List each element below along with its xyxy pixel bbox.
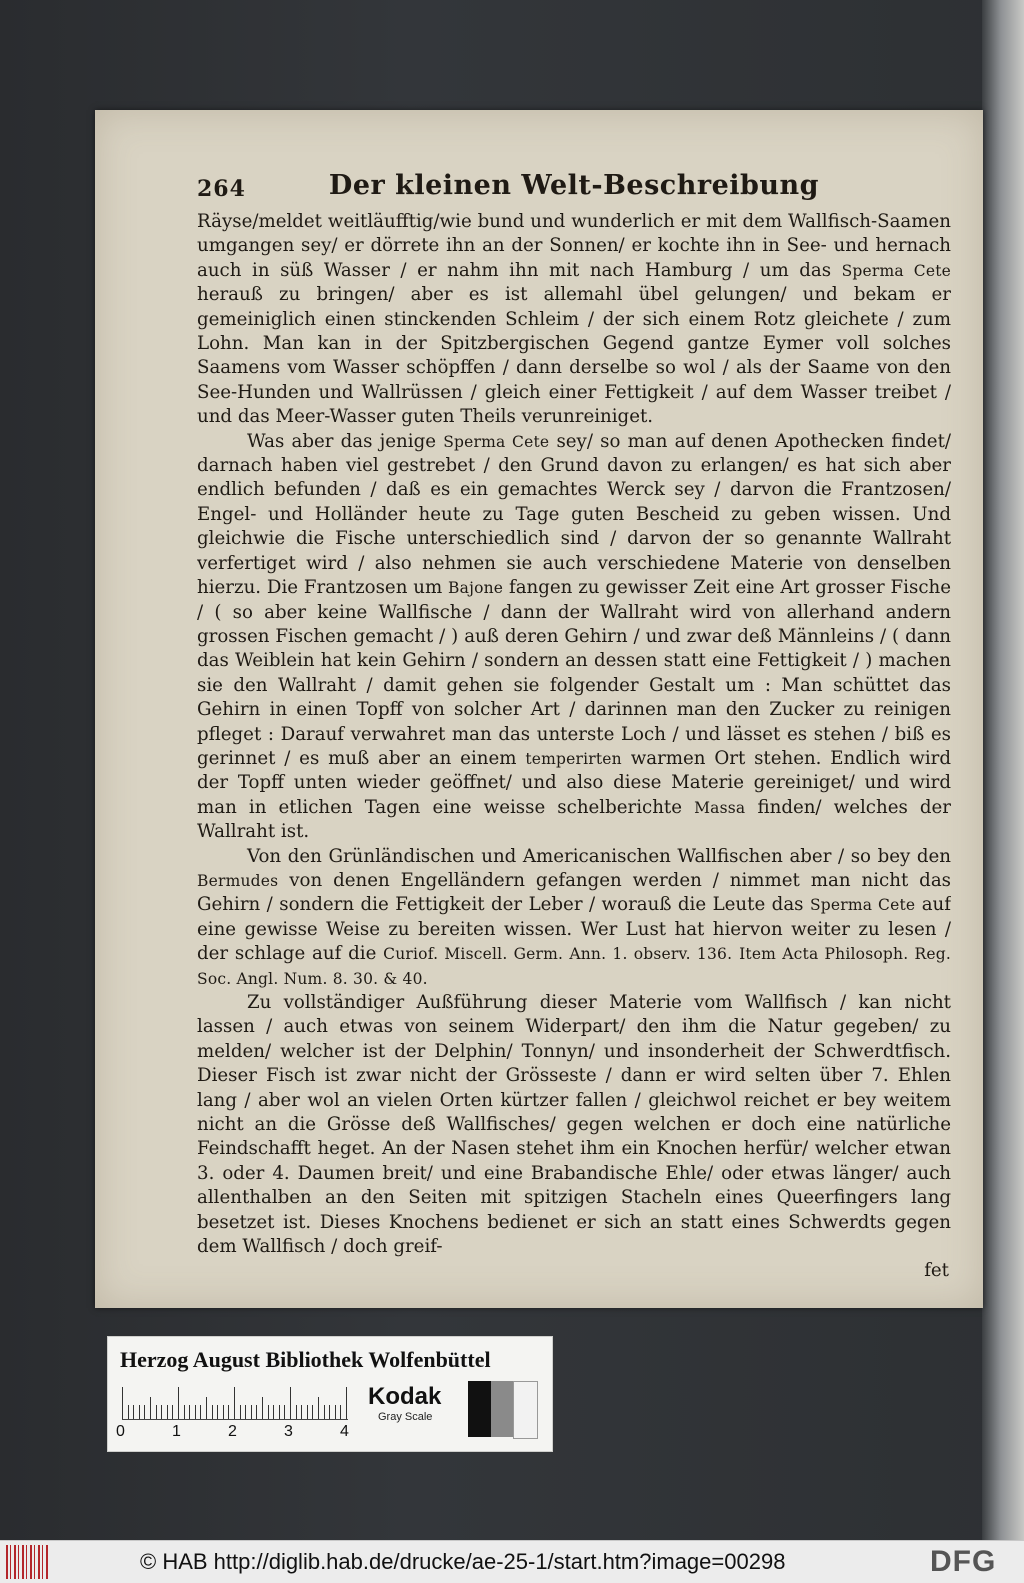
ruler-tick [206, 1397, 207, 1419]
latin-term: Item Acta Philosoph. Reg. Soc. Angl. Num. 8. 30. & 40. [197, 945, 951, 988]
text-segment: Was aber das jenige [247, 430, 444, 452]
ruler-tick [150, 1397, 151, 1419]
running-title: Der kleinen Welt-Beschreibung [328, 170, 820, 201]
paragraph [197, 430, 951, 845]
catchword: fet [924, 1260, 949, 1282]
latin-term: Massa [694, 798, 746, 817]
swatch-white [513, 1381, 538, 1439]
ruler-tick [212, 1405, 213, 1419]
latin-term: Sperma Cete [443, 432, 550, 451]
text-segment: Von den Grünländischen und Americanischen Wallfischen aber / so bey den [247, 845, 951, 867]
footer-bar [0, 1540, 1024, 1583]
ruler-tick [195, 1405, 196, 1419]
ruler-tick [240, 1405, 241, 1419]
ruler-tick [133, 1405, 134, 1419]
ruler-tick [172, 1405, 173, 1419]
ruler-tick [200, 1405, 201, 1419]
paragraph [197, 845, 951, 991]
text-segment: warmen Ort stehen. Endlich wird der Topff unten wieder geöffnet/ und also diese Materie gereiniget/ und wird man in etlichen Tagen eine weisse schelberichte [197, 747, 951, 818]
ruler-tick [273, 1405, 274, 1419]
barcode-icon [6, 1545, 48, 1579]
text-segment: fangen zu gewisser Zeit eine Art grosser Fische / ( so aber keine Wallfische / dann der Wallraht wird von allerhand andern grossen Fischen gemacht / ) auß deren Gehirn / und zwar deß Männleins / ( dann das Weiblein hat kein Gehirn / sondern an dessen statt eine Fettigkeit / ) machen sie den Wallraht / damit gehen sie folgender Gestalt um : Man schüttet das Gehirn in einen Topff von solcher Art / darinnen man den Zucker zu reinigen pfleget : Darauf verwahret man das unterste Loch / und lässet es stehen / biß es gerinnet / es muß aber an einem [197, 577, 951, 769]
ruler-tick [268, 1405, 269, 1419]
copyright-url[interactable]: © HAB http://diglib.hab.de/drucke/ae-25-1/start.htm?image=00298 [140, 1549, 786, 1574]
ruler-label: 1 [172, 1423, 181, 1440]
paragraph [197, 210, 951, 430]
ruler-tick [167, 1405, 168, 1419]
latin-term: Bermudes [197, 871, 279, 890]
ruler-tick [290, 1387, 291, 1419]
page-number: 264 [197, 176, 246, 202]
text-segment: herauß zu bringen/ aber es ist allemahl übel gelungen/ und bekam er gemeiniglich einen stinckenden Schleim / der sich einem Rotz gleichete / zum Lohn. Man kan in der Spitzbergischen Gegend gantze Eymer voll solches Saamens vom Wasser schöpffen / dann derselbe so wol / als der Saame von den See-Hunden und Wallrüssen / gleich einer Fettigkeit / auf dem Wasser treibet / und das Meer-Wasser guten Theils verunreiniget. [197, 284, 951, 428]
ruler-tick [223, 1405, 224, 1419]
page-body [197, 210, 951, 1259]
ruler-tick [189, 1405, 190, 1419]
latin-term: Sperma Cete [809, 896, 916, 915]
latin-term: temperirten [525, 749, 622, 768]
swatch-gray [491, 1381, 514, 1437]
ruler-label: 4 [340, 1423, 349, 1440]
ruler-tick [122, 1387, 123, 1419]
page-header [197, 168, 951, 208]
text-segment: von denen Engelländern gefangen werden / nimmet man nicht das Gehirn / sondern die Fettigkeit der Leber / worauß die Leute das [197, 869, 951, 916]
ruler-tick [161, 1405, 162, 1419]
ruler-tick [256, 1405, 257, 1419]
ruler-tick [329, 1405, 330, 1419]
scale-ruler [122, 1385, 348, 1420]
ruler-tick [307, 1405, 308, 1419]
text-segment: Zu vollständiger Außführung dieser Materie vom Wallfisch / kan nicht lassen / auch etwas von seinem Widerpart/ den ihm die Natur gegeben/ zu melden/ welcher ist der Delphin/ Tonnyn/ und insonderheit der Schwerdtfisch. Dieser Fisch ist zwar nicht der Grösseste / dann er wird selten über 7. Ehlen lang / aber wol an vielen Orten kürtzer fallen / gleichwol reichet er bey weitem nicht an die Grösse deß Wallfisches/ gegen welchen er doch eine natürliche Feindschafft heget. An der Nasen stehet ihm ein Knochen herfür/ welcher etwan 3. oder 4. Daumen breit/ und eine Brabandische Ehle/ oder etwas länger/ auch allenthalben an den Seiten mit spitzigen Stacheln eines Queerfingers lang besetzet ist. Dieses Knochens bedienet er sich an statt eines Schwerdts gegen dem Wallfisch / doch greif- [197, 992, 951, 1258]
ruler-tick [301, 1405, 302, 1419]
text-segment: Räyse/meldet weitläufftig/wie bund und wunderlich er mit dem Wallfisch-Saamen umgangen sey/ er dörrete ihn an der Sonnen/ er kochte ihn in See- und hernach auch in süß Wasser / er nahm ihn mit nach Hamburg / um das [197, 211, 951, 281]
gray-scale-swatches [468, 1381, 538, 1437]
dfg-logo: DFG [930, 1545, 997, 1578]
paragraph [197, 991, 951, 1259]
institution-name: Herzog August Bibliothek Wolfenbüttel [120, 1347, 491, 1372]
ruler-tick [262, 1397, 263, 1419]
scan-edge-strip [982, 0, 1024, 1540]
page-text-block [197, 168, 951, 1288]
ruler-label: 0 [116, 1423, 125, 1440]
color-target-card [107, 1336, 553, 1452]
kodak-logo: Kodak [368, 1383, 442, 1410]
ruler-label: 2 [228, 1423, 237, 1440]
ruler-tick [346, 1387, 347, 1419]
ruler-tick [296, 1405, 297, 1419]
ruler-tick [217, 1405, 218, 1419]
ruler-labels [116, 1423, 356, 1443]
ruler-tick [144, 1405, 145, 1419]
latin-term: Sperma Cete [841, 261, 951, 280]
swatch-black [468, 1381, 491, 1437]
gray-scale-label: Gray Scale [378, 1411, 433, 1423]
ruler-tick [324, 1405, 325, 1419]
text-segment: auf eine gewisse Weise zu bereiten wissen. Wer Lust hat hiervon weiter zu lesen / der schlage auf die [197, 894, 951, 965]
ruler-tick [245, 1405, 246, 1419]
ruler-tick [228, 1405, 229, 1419]
ruler-tick [279, 1405, 280, 1419]
ruler-label: 3 [284, 1423, 293, 1440]
ruler-tick [184, 1405, 185, 1419]
latin-term: Curiof. Miscell. Germ. Ann. 1. observ. 136. [383, 945, 733, 964]
ruler-tick [178, 1387, 179, 1419]
text-segment: sey/ so man auf denen Apothecken findet/ darnach haben viel gestrebet / den Grund davon zu erlangen/ es hat sich aber endlich befunden / daß es ein gemachtes Werck sey / darvon die Frantzosen/ Engel- und Holländer heute zu Tage guten Bescheid zu geben wissen. Und gleichwie die Fische unterschiedlich sind / darvon der so genannte Wallraht verfertiget wird / also nehmen sie auch verschiedene Materie von denselben hierzu. Die Frantzosen um [197, 430, 951, 599]
ruler-tick [312, 1405, 313, 1419]
ruler-tick [234, 1387, 235, 1419]
ruler-tick [139, 1405, 140, 1419]
ruler-tick [340, 1405, 341, 1419]
ruler-tick [335, 1405, 336, 1419]
ruler-tick [284, 1405, 285, 1419]
latin-term: Bajone [448, 579, 504, 598]
text-segment: finden/ welches der Wallraht ist. [197, 796, 951, 843]
ruler-tick [128, 1405, 129, 1419]
book-page [95, 110, 983, 1308]
ruler-tick [251, 1405, 252, 1419]
ruler-tick [318, 1397, 319, 1419]
ruler-tick [156, 1405, 157, 1419]
